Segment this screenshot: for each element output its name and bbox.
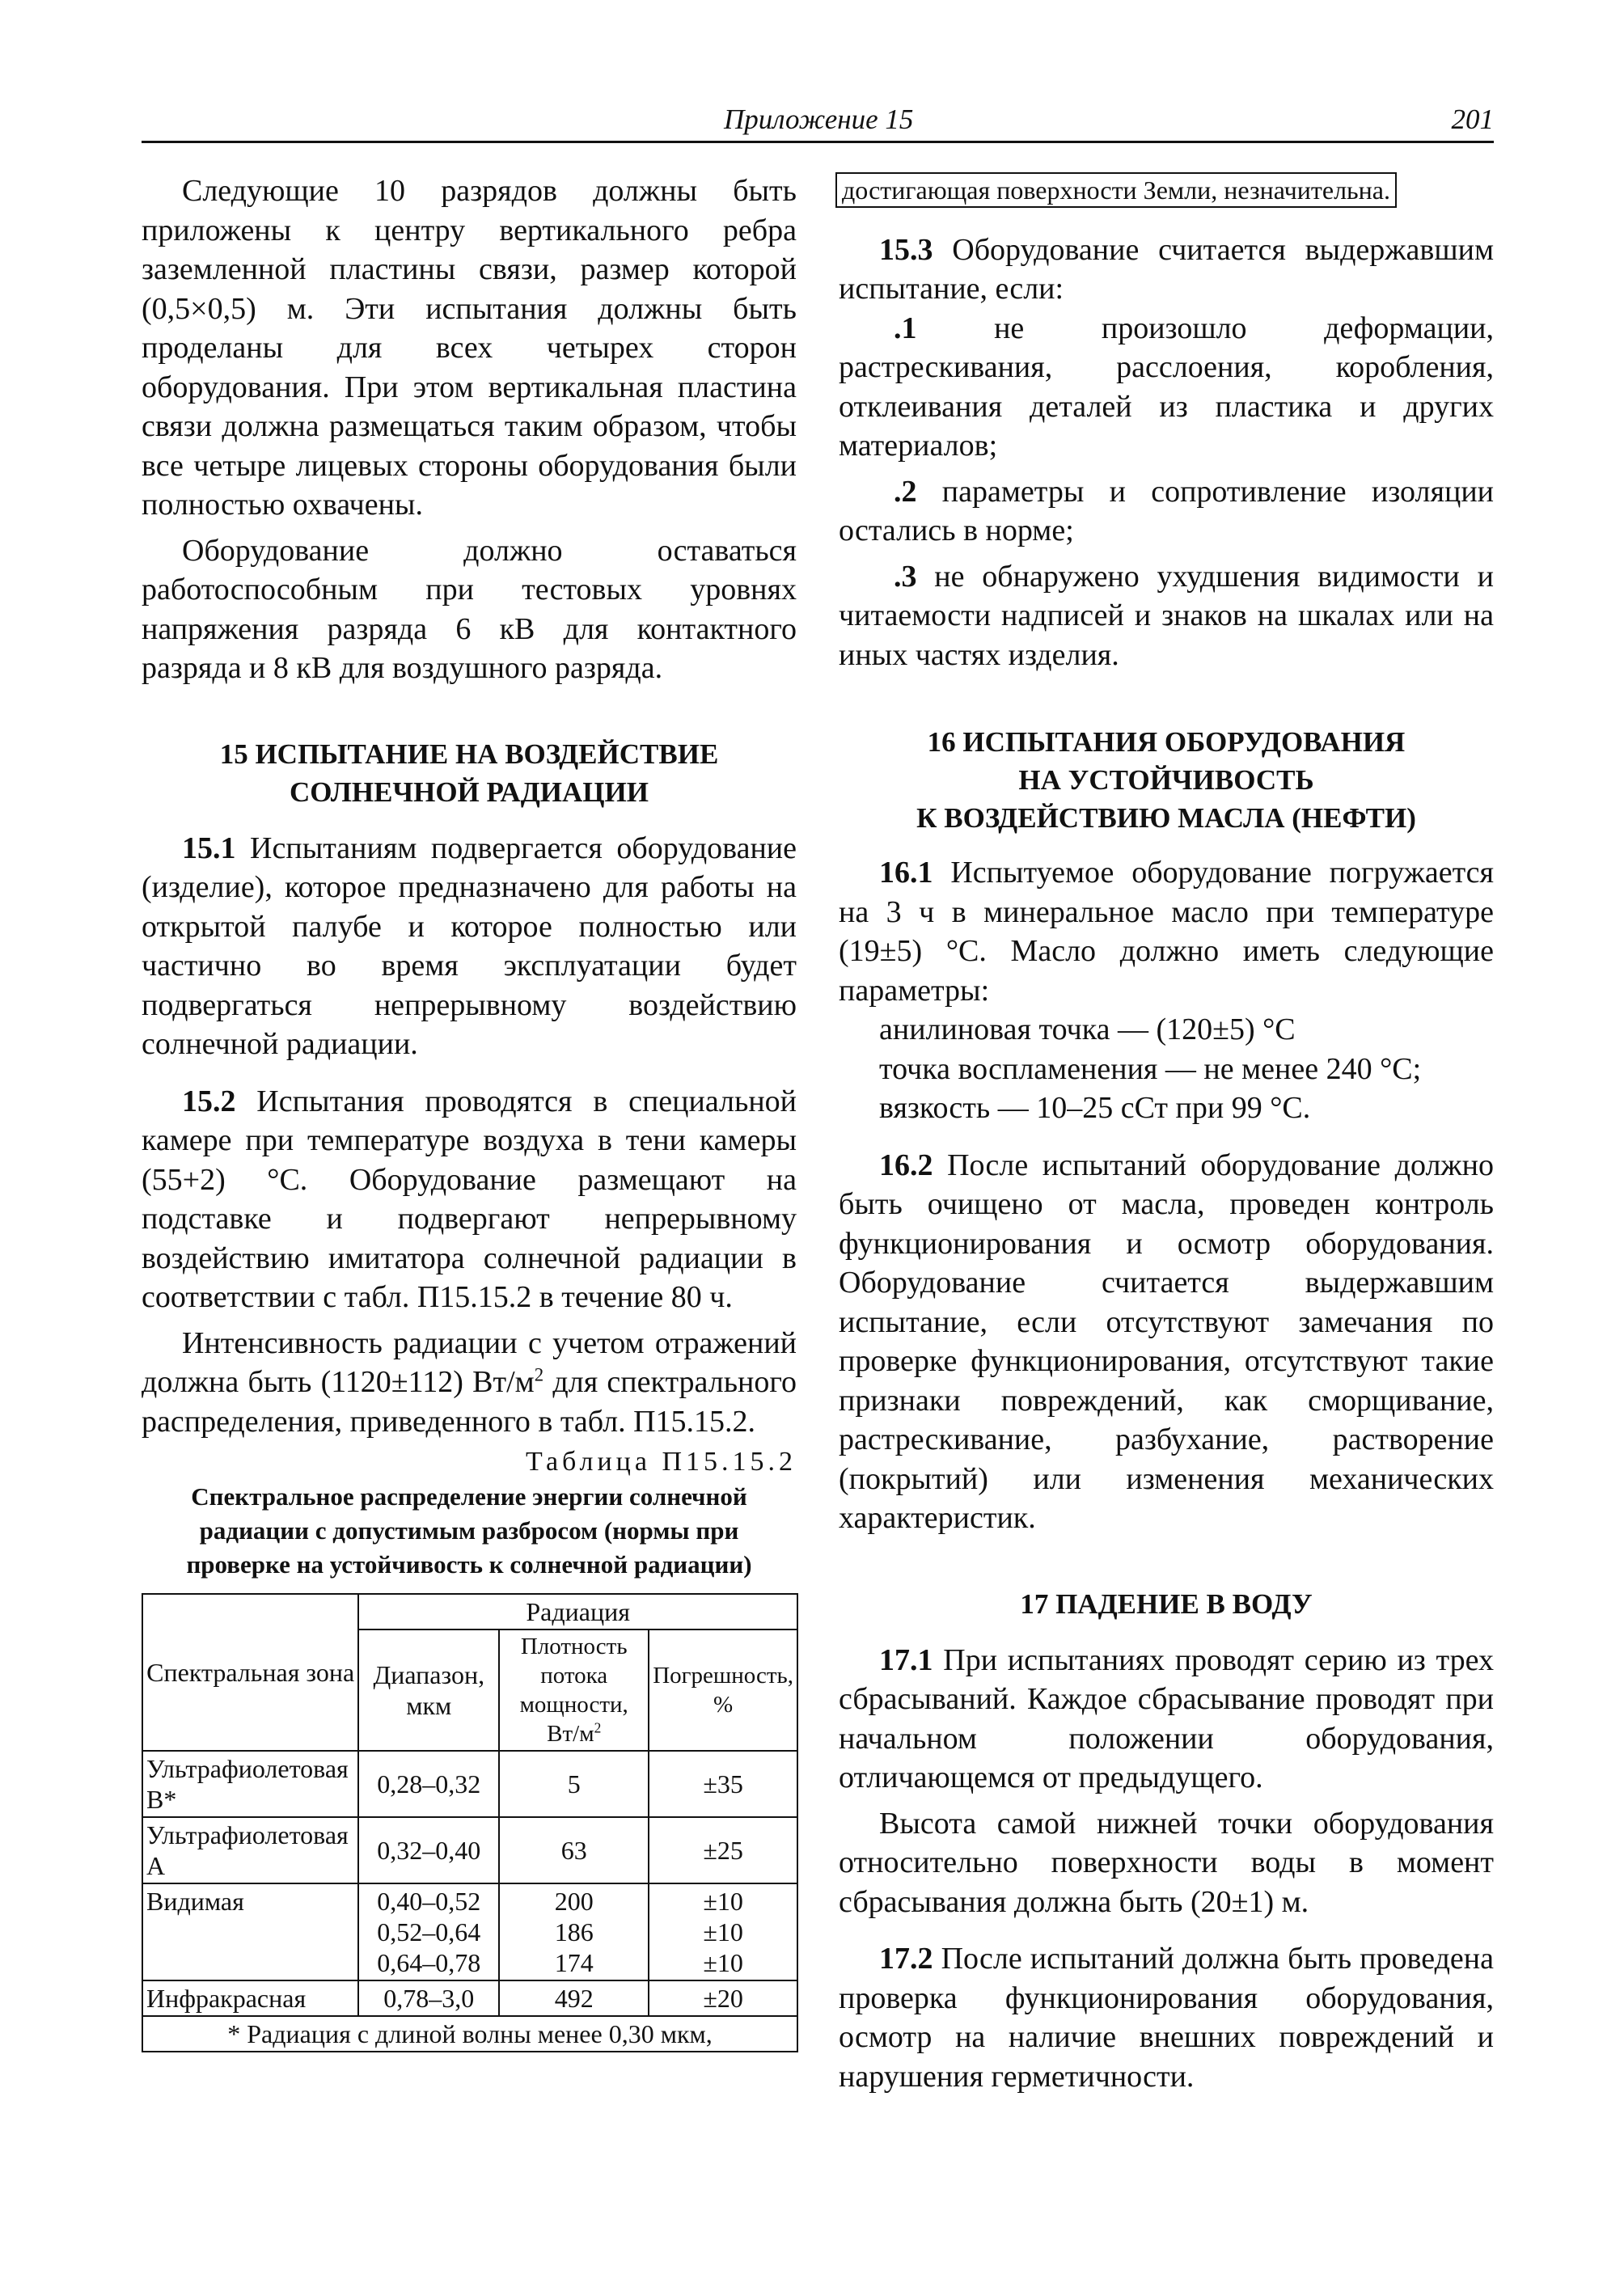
criteria-item-1-text: не произошло деформации, растрескивания, расслоения, коробления, отклеивания деталей из пластика и других материалов; — [839, 311, 1494, 463]
clause-16-2-text: После испытаний оборудование должно быть очищено от масла, проведен контроль функционирования и осмотр оборудования. Оборудование считается выдержавшим испытание, если отсутствуют замечания по проверке функционирования, отсутствуют такие признаки повреждений, как сморщивание, растрескивание, разбухание, растворение (покрытий) или изменения механических характеристик. — [839, 1148, 1494, 1535]
criteria-item-3-number: .3 — [894, 559, 917, 594]
clause-16-1-number: 16.1 — [879, 856, 933, 890]
spectral-table — [142, 1593, 798, 2052]
criteria-item-3 — [839, 557, 1494, 675]
header-density-text: Плотность потока мощности, Вт/м — [519, 1634, 628, 1747]
table-row-visible — [142, 1883, 797, 1980]
table-footnote: * Радиация с длиной волны менее 0,30 мкм, — [142, 2016, 797, 2052]
section-15-heading — [142, 735, 797, 811]
continued-footnote-box: достигающая поверхности Земли, незначительна. — [835, 172, 1397, 208]
right-column — [839, 171, 1494, 2096]
table-title-line3: проверке на устойчивость к солнечной радиации) — [186, 1550, 752, 1579]
clause-17-2-number: 17.2 — [879, 1942, 933, 1976]
paragraph-intensity — [142, 1324, 797, 1442]
cell-density: 200 — [554, 1887, 594, 1916]
cell-zone: Инфракрасная — [142, 1980, 358, 2016]
cell-range: 0,40–0,52 — [377, 1887, 481, 1916]
intensity-text-b: для спектрального распределения, приведенного в табл. П15.15.2. — [142, 1365, 797, 1439]
section-16-heading-line2: НА УСТОЙЧИВОСТЬ — [1018, 764, 1314, 796]
header-error: Погрешность, % — [649, 1629, 797, 1751]
clause-16-2-number: 16.2 — [879, 1148, 933, 1182]
header-density — [499, 1629, 649, 1751]
cell-zone: Ультрафиолетовая В* — [142, 1751, 358, 1817]
criteria-list — [839, 309, 1494, 675]
clause-15-1 — [142, 829, 797, 1064]
cell-density: 63 — [499, 1817, 649, 1883]
criteria-item-1-number: .1 — [894, 311, 917, 345]
header-range: Диапазон, мкм — [358, 1629, 499, 1751]
section-17-heading: 17 ПАДЕНИЕ В ВОДУ — [1020, 1587, 1313, 1620]
cell-error: ±20 — [649, 1980, 797, 2016]
paragraph-drop-height: Высота самой нижней точки оборудования относительно поверхности воды в момент сбрасывания должна быть (20±1) м. — [839, 1806, 1494, 1919]
cell-range: 0,52–0,64 — [377, 1917, 481, 1947]
cell-error: ±10 — [703, 1948, 743, 1977]
section-16-heading-line1: 16 ИСПЫТАНИЯ ОБОРУДОВАНИЯ — [927, 726, 1406, 758]
cell-range: 0,78–3,0 — [358, 1980, 499, 2016]
criteria-item-2-text: параметры и сопротивление изоляции остались в норме; — [839, 474, 1494, 547]
table-title-line2: радиации с допустимым разбросом (нормы при — [199, 1516, 739, 1545]
oil-param-aniline: анилиновая точка — (120±5) °С — [879, 1012, 1296, 1046]
paragraph-discharge-levels: Оборудование должно оставаться работоспособным при тестовых уровнях напряжения разряда 6 кВ для контактного разряда и 8 кВ для воздушного разряда. — [142, 533, 797, 685]
cell-range-stack — [358, 1883, 499, 1980]
criteria-item-2-number: .2 — [894, 474, 917, 509]
intensity-text-a: Интенсивность радиации с учетом отражений должна быть (1120±112) Вт/м — [142, 1325, 797, 1399]
header-density-sup: 2 — [594, 1719, 602, 1736]
clause-17-1-number: 17.1 — [879, 1642, 933, 1677]
section-16-heading — [839, 723, 1494, 837]
clause-17-2-text: После испытаний должна быть проведена проверка функционирования оборудования, осмотр на наличие внешних повреждений и нарушения герметичности. — [839, 1942, 1494, 2094]
table-row — [142, 1980, 797, 2016]
cell-error: ±35 — [649, 1751, 797, 1817]
criteria-item-1 — [839, 309, 1494, 466]
cell-density: 174 — [554, 1948, 594, 1977]
paragraph-discharge-application: Следующие 10 разрядов должны быть приложены к центру вертикального ребра заземленной пластины связи, размер которой (0,5×0,5) м. Эти испытания должны быть проделаны для всех четырех сторон оборудования. При этом вертикальная пластина связи должна размещаться таким образом, чтобы все четыре лицевых стороны оборудования были полностью охвачены. — [142, 174, 797, 522]
clause-15-3-number: 15.3 — [879, 232, 933, 267]
table-title-line1: Спектральное распределение энергии солнечной — [191, 1482, 747, 1511]
intensity-sup: 2 — [534, 1364, 544, 1385]
clause-16-1-text: Испытуемое оборудование погружается на 3 ч в минеральное масло при температуре (19±5) °С. Масло должно иметь следующие параметры: — [839, 856, 1494, 1008]
cell-density: 492 — [499, 1980, 649, 2016]
left-column — [142, 171, 797, 2052]
cell-error: ±10 — [703, 1917, 743, 1947]
clause-15-1-text: Испытаниям подвергается оборудование (изделие), которое предназначено для работы на открытой палубе и которое полностью или частично во время эксплуатации будет подвергаться непрерывному воздействию солнечной радиации. — [142, 831, 797, 1061]
cell-error: ±25 — [649, 1817, 797, 1883]
clause-17-1-text: При испытаниях проводят серию из трех сбрасываний. Каждое сбрасывание проводят при начальном положении оборудования, отличающемся от предыдущего. — [839, 1642, 1494, 1794]
cell-zone: Ультрафиолетовая А — [142, 1817, 358, 1883]
clause-15-2 — [142, 1082, 797, 1317]
oil-param-viscosity: вязкость — 10–25 сСт при 99 °С. — [879, 1091, 1311, 1125]
cell-range: 0,28–0,32 — [358, 1751, 499, 1817]
criteria-item-3-text: не обнаружено ухудшения видимости и читаемости надписей и знаков на шкалах или на иных частях изделия. — [839, 559, 1494, 672]
clause-17-1 — [839, 1641, 1494, 1798]
table-label: Таблица П15.15.2 — [526, 1447, 797, 1477]
clause-17-2 — [839, 1939, 1494, 2096]
table-title — [142, 1480, 797, 1582]
running-title: Приложение 15 — [724, 104, 914, 135]
page-number: 201 — [1451, 104, 1494, 135]
cell-error: ±10 — [703, 1887, 743, 1916]
clause-15-2-number: 15.2 — [182, 1084, 236, 1118]
oil-param-flash: точка воспламенения — не менее 240 °С; — [879, 1051, 1422, 1086]
clause-15-3 — [839, 230, 1494, 309]
cell-density-stack — [499, 1883, 649, 1980]
cell-density: 186 — [554, 1917, 594, 1947]
criteria-item-2 — [839, 472, 1494, 551]
header-zone: Спектральная зона — [142, 1594, 358, 1751]
section-15-heading-line1: 15 ИСПЫТАНИЕ НА ВОЗДЕЙСТВИЕ — [219, 738, 719, 770]
section-16-heading-line3: К ВОЗДЕЙСТВИЮ МАСЛА (НЕФТИ) — [916, 802, 1416, 834]
clause-15-3-text: Оборудование считается выдержавшим испытание, если: — [839, 232, 1494, 306]
cell-zone: Видимая — [142, 1883, 358, 1980]
cell-density: 5 — [499, 1751, 649, 1817]
clause-15-1-number: 15.1 — [182, 831, 236, 865]
table-row — [142, 1751, 797, 1817]
header-radiation: Радиация — [358, 1594, 797, 1629]
section-15-heading-line2: СОЛНЕЧНОЙ РАДИАЦИИ — [290, 776, 649, 808]
clause-15-2-text: Испытания проводятся в специальной камере при температуре воздуха в тени камеры (55+2) °С. Оборудование размещают на подставке и подвергают непрерывному воздействию имитатора солнечной радиации в соответствии с табл. П15.15.2 в течение 80 ч. — [142, 1084, 797, 1314]
cell-error-stack — [649, 1883, 797, 1980]
table-row — [142, 1817, 797, 1883]
cell-range: 0,64–0,78 — [377, 1948, 481, 1977]
cell-range: 0,32–0,40 — [358, 1817, 499, 1883]
clause-16-2 — [839, 1146, 1494, 1538]
page-header — [142, 104, 1494, 143]
clause-16-1 — [839, 853, 1494, 1010]
